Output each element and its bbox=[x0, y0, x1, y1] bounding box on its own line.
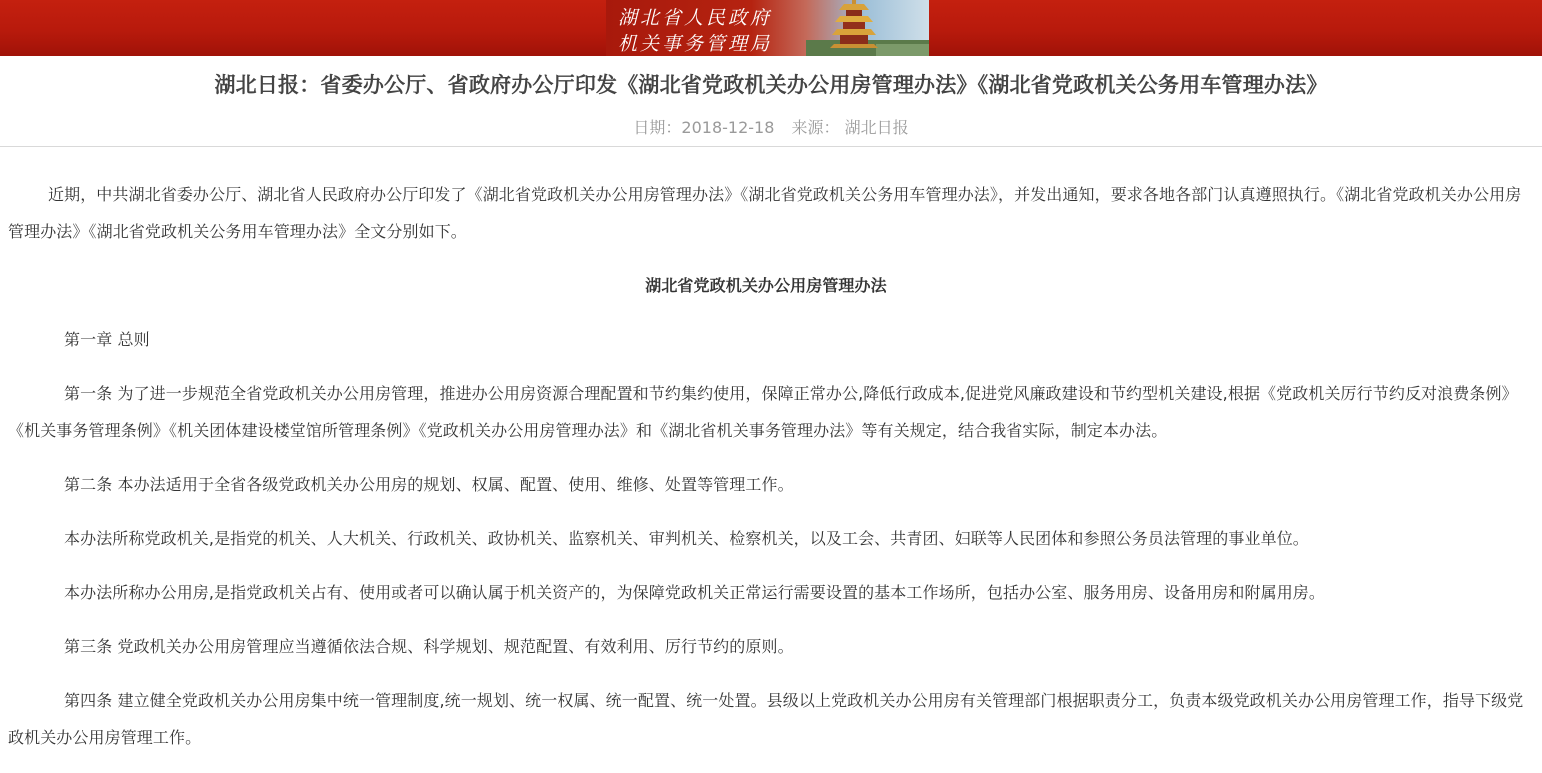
banner-line1: 湖北省人民政府 bbox=[618, 7, 773, 29]
article-date: 日期：2018-12-18 bbox=[633, 118, 775, 137]
paragraph-intro: 近期，中共湖北省委办公厅、湖北省人民政府办公厅印发了《湖北省党政机关办公用房管理办法》《湖北省党政机关公务用车管理办法》，并发出通知，要求各地各部门认真遵照执行。《湖北省党政机关办公用房管理办法》《湖北省党政机关公务用车管理办法》全文分别如下。 bbox=[8, 185, 1522, 241]
banner-line2: 机关事务管理局 bbox=[618, 33, 773, 55]
article-source: 来源： 湖北日报 bbox=[791, 118, 909, 137]
chapter-heading: 第一章 总则 bbox=[64, 330, 150, 349]
divider bbox=[0, 146, 1542, 147]
section-title: 湖北省党政机关办公用房管理办法 bbox=[645, 276, 887, 295]
paragraph-article-1: 第一条 为了进一步规范全省党政机关办公用房管理，推进办公用房资源合理配置和节约集约使用，保障正常办公,降低行政成本,促进党风廉政建设和节约型机关建设,根据《党政机关厉行节约反对浪费条例》《机关事务管理条例》《机关团体建设楼堂馆所管理条例》《党政机关办公用房管理办法》和《湖北省机关事务管理办法》等有关规定，结合我省实际，制定本办法。 bbox=[8, 384, 1518, 440]
yellow-crane-tower-icon bbox=[806, 0, 929, 56]
site-header bbox=[0, 0, 1542, 56]
site-logo-banner[interactable] bbox=[606, 0, 929, 56]
article-title: 湖北日报：省委办公厅、省政府办公厅印发《湖北省党政机关办公用房管理办法》《湖北省党政机关公务用车管理办法》 bbox=[214, 73, 1328, 97]
paragraph-article-4: 第四条 建立健全党政机关办公用房集中统一管理制度,统一规划、统一权属、统一配置、统一处置。县级以上党政机关办公用房有关管理部门根据职责分工，负责本级党政机关办公用房管理工作，指导下级党政机关办公用房管理工作。 bbox=[8, 691, 1524, 747]
paragraph-article-2c: 本办法所称办公用房,是指党政机关占有、使用或者可以确认属于机关资产的，为保障党政机关正常运行需要设置的基本工作场所，包括办公室、服务用房、设备用房和附属用房。 bbox=[64, 583, 1325, 602]
paragraph-article-2: 第二条 本办法适用于全省各级党政机关办公用房的规划、权属、配置、使用、维修、处置等管理工作。 bbox=[64, 475, 794, 494]
article-body bbox=[8, 176, 1524, 773]
paragraph-article-3: 第三条 党政机关办公用房管理应当遵循依法合规、科学规划、规范配置、有效利用、厉行节约的原则。 bbox=[64, 637, 794, 656]
paragraph-article-2b: 本办法所称党政机关,是指党的机关、人大机关、行政机关、政协机关、监察机关、审判机关、检察机关，以及工会、共青团、妇联等人民团体和参照公务员法管理的事业单位。 bbox=[64, 529, 1309, 548]
article-meta bbox=[0, 115, 1542, 138]
